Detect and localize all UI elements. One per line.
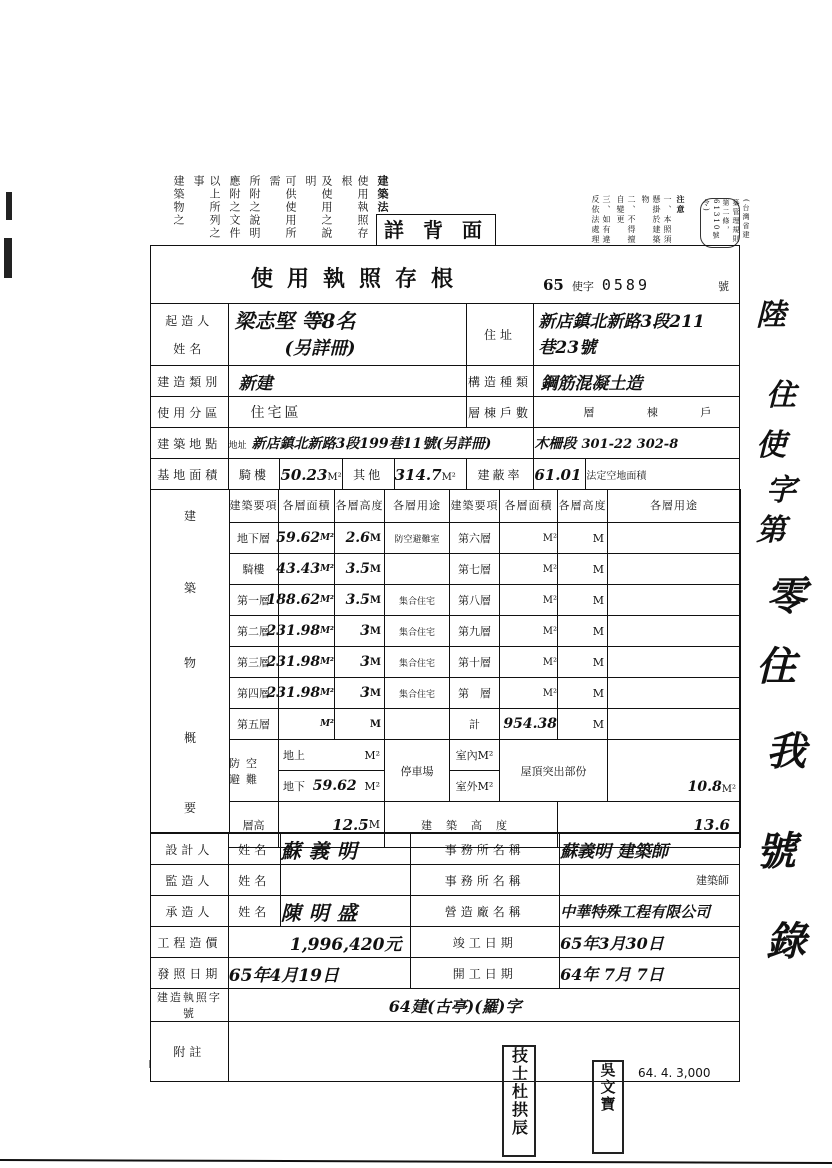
floor-name-right: 第十層 [450,647,500,678]
roof-value: 10.8 M² [608,740,741,802]
complete-value: 65年3月30日 [560,933,664,953]
parking-outdoor: 室外M² [450,771,500,802]
office-label: 事務所名稱 [444,873,525,888]
floor-height: 3 M [335,647,385,678]
address-value: 新店鎮北新路3段211 [538,311,705,332]
floor-area-right: M² [500,647,558,678]
building-col-head: 各層高度 [558,489,608,523]
site-label: 建築地點 [157,436,222,451]
right-margin-char: 住 [756,643,796,690]
floor-area-right: 954.38 [500,709,558,740]
building-col-head: 各層用途 [385,489,450,523]
floor-name: 第二層 [229,616,279,647]
building-col-head: 各層高度 [335,489,385,523]
name-label: 姓名 [238,873,271,888]
remark-label: 附註 [173,1045,206,1059]
note-line: 建築物之 [172,175,185,227]
permit-year: 65 [543,276,564,294]
building-col-head: 建築要項 [450,489,500,523]
permit-number: 0589 [601,276,650,294]
floor-name-right: 第 層 [450,678,500,709]
floor-height-label: 層高 [229,802,279,848]
permit-suffix: 號 [718,280,729,293]
type-label: 建造類別 [157,374,222,389]
roof-label: 屋頂突出部份 [500,740,608,802]
floor-height: 3.5 M [335,554,385,585]
side-char: 築 [184,581,197,595]
area-label: 基地面積 [157,467,222,482]
right-margin-char: 陸 [756,298,786,333]
contractor-name: 陳明盛 [280,900,365,925]
site-lot-label: 木柵段 [534,436,577,452]
shelter-above: 地上 M² [279,740,385,771]
area-cell: 50.23 [280,465,328,484]
form-title: 使用執照存根 [251,266,468,292]
right-note-stamp-text: (台灣省建築管理規則第二條，61310號令) [702,199,750,244]
floor-area-right: M² [500,585,558,616]
stamp-2-text: 吳文寶 [598,1062,617,1113]
building-height-label: 建築高度 [385,802,558,848]
right-note-line: 三、如有違反依法處理 [591,195,611,245]
use-label: 使用分區 [157,405,222,420]
building-height-value: 13.6 [558,802,741,848]
address-value-2: 巷23號 [538,337,597,358]
floor-area-right: M² [500,616,558,647]
builder-value-2: (另詳冊) [284,337,356,359]
parking-indoor: 室內M² [450,740,500,771]
floor-area-right: M² [500,678,558,709]
floor-use: 防空避難室 [385,523,450,554]
builder-label-1: 起造人 [165,313,214,328]
floor-name: 第五層 [229,709,279,740]
note-line: 及使用之說明 [304,175,333,240]
floor-height-right: M [558,523,608,554]
area-cell: 61.01 [534,465,582,484]
floor-name-right: 計 [450,709,500,740]
complete-label: 竣工日期 [452,935,517,950]
designer-office: 蘇義明 建築師 [560,841,668,862]
side-char: 物 [184,656,197,670]
floor-area: 231.98 M² [279,678,335,709]
floor-area: 188.62 M² [279,585,335,616]
designer-name: 蘇義明 [280,838,365,863]
floor-area-right: M² [500,554,558,585]
permit-word: 使字 [571,280,594,293]
cost-value: 1,996,420元 [289,934,402,955]
area-cell: 建蔽率 [477,467,523,482]
floor-name: 第一層 [229,585,279,616]
struct-value: 鋼筋混凝土造 [540,373,643,394]
floor-area-right: M² [500,523,558,554]
struct-label: 構造種類 [467,374,532,389]
right-margin-char: 錄 [766,918,806,965]
floor-height: 3 M [335,678,385,709]
area-cell: 法定空地面積 [586,470,647,482]
building-col-head: 建築要項 [229,489,279,523]
area-cell: 騎樓 [238,467,269,482]
permit-label: 建造執照字號 [156,991,222,1020]
floor-area: 59.62 M² [279,523,335,554]
floor-height: 3.5 M [335,585,385,616]
builder-value: 梁志堅 等8名 [234,308,356,333]
building-col-head: 各層面積 [279,489,335,523]
supervisor-label: 監造人 [165,873,214,888]
address-label: 住址 [483,328,516,342]
area-cell: M² [441,471,456,483]
note-line: 應附之文件 [228,175,241,240]
right-margin-char: 我 [766,728,806,775]
issue-value: 65年4月19日 [228,965,339,986]
right-margin-char: 零 [766,573,806,620]
firm-label: 營造廠名稱 [444,904,525,919]
note-line: 所附之說明 [248,175,261,240]
site-lot: 301-22 302-8 [581,437,679,452]
floor-height-right: M [558,616,608,647]
detail-stamp-text: 詳 背 面 [384,218,488,242]
floor-height-right: M [558,554,608,585]
floors-label: 層棟戶數 [467,405,532,420]
floor-height: 2.6 M [335,523,385,554]
building-col-head: 各層面積 [500,489,558,523]
designer-label: 設計人 [165,842,214,857]
floor-area: M² [279,709,335,740]
right-note-line: 一、本照須懸掛於建築物 [641,195,672,245]
shelter-below: 地下 59.62 M² [279,771,385,802]
area-cell: 314.7 [394,465,442,484]
floor-name: 第四層 [229,678,279,709]
side-char: 要 [184,801,197,815]
floor-name-right: 第七層 [450,554,500,585]
contractor-firm: 中華特殊工程有限公司 [560,902,711,921]
start-value: 64年 7月 7日 [560,964,664,984]
floor-area: 231.98 M² [279,647,335,678]
floor-height-right: M [558,709,608,740]
permit-value: 64建(古亭)(羅)字 [388,996,522,1016]
print-code: 64. 4. 3,000 [638,1066,711,1080]
floor-name-right: 第八層 [450,585,500,616]
note-line: 可供使用所需 [268,175,297,240]
note-line: 以上所列之事 [192,175,221,240]
right-margin-char: 使 [756,428,786,463]
floor-height-value: 12.5 M [279,802,385,848]
name-label: 姓名 [238,842,271,857]
floor-area: 231.98 M² [279,616,335,647]
note-line: 使用執照存根 [340,175,369,240]
right-margin-char: 字 [766,473,796,508]
contractor-label: 承造人 [165,904,214,919]
floor-height-right: M [558,585,608,616]
floor-height-right: M [558,647,608,678]
parking-label: 停車場 [385,740,450,802]
building-col-head: 各層用途 [608,489,741,523]
floor-name: 第三層 [229,647,279,678]
floor-use: 集合住宅 [385,616,450,647]
site-prefix: 地址 [228,441,247,451]
floor-name-right: 第九層 [450,616,500,647]
right-margin-char: 第 [756,513,786,548]
cost-label: 工程造價 [157,935,222,950]
shelter-label: 防空避難 [229,740,279,802]
site-value: 新店鎮北新路3段199巷11號(另詳冊) [251,436,492,452]
right-note-line: 二、不得擅自變更 [616,195,636,245]
type-value: 新建 [238,373,273,394]
use-value: 住宅區 [250,405,302,421]
side-char: 概 [184,731,197,745]
floor-area: 43.43 M² [279,554,335,585]
floor-height-right: M [558,678,608,709]
floor-height: M [335,709,385,740]
floor-name: 騎樓 [229,554,279,585]
floor-name: 地下層 [229,523,279,554]
floor-use: 集合住宅 [385,585,450,616]
builder-label-2: 姓名 [173,341,206,356]
floor-use: 集合住宅 [385,678,450,709]
stamp-1-text: 技士杜拱辰 [509,1047,529,1137]
side-char: 建 [184,509,197,523]
right-margin-char: 住 [766,378,796,413]
area-cell: M² [327,471,342,483]
floor-use: 集合住宅 [385,647,450,678]
issue-label: 發照日期 [157,966,222,981]
right-note-line: 注意 [676,195,686,215]
area-cell: 其他 [353,467,384,482]
floors-unit-1: 層 [583,406,595,419]
floor-height: 3 M [335,616,385,647]
floor-name-right: 第六層 [450,523,500,554]
office-label: 事務所名稱 [444,842,525,857]
floors-unit-2: 棟 [646,406,658,419]
note-line: 建築法 [376,175,389,214]
name-label: 姓名 [238,904,271,919]
start-label: 開工日期 [452,966,517,981]
supervisor-office-suffix: 建築師 [696,874,729,887]
right-margin-char: 號 [756,828,796,875]
floors-unit-3: 戶 [700,406,712,419]
